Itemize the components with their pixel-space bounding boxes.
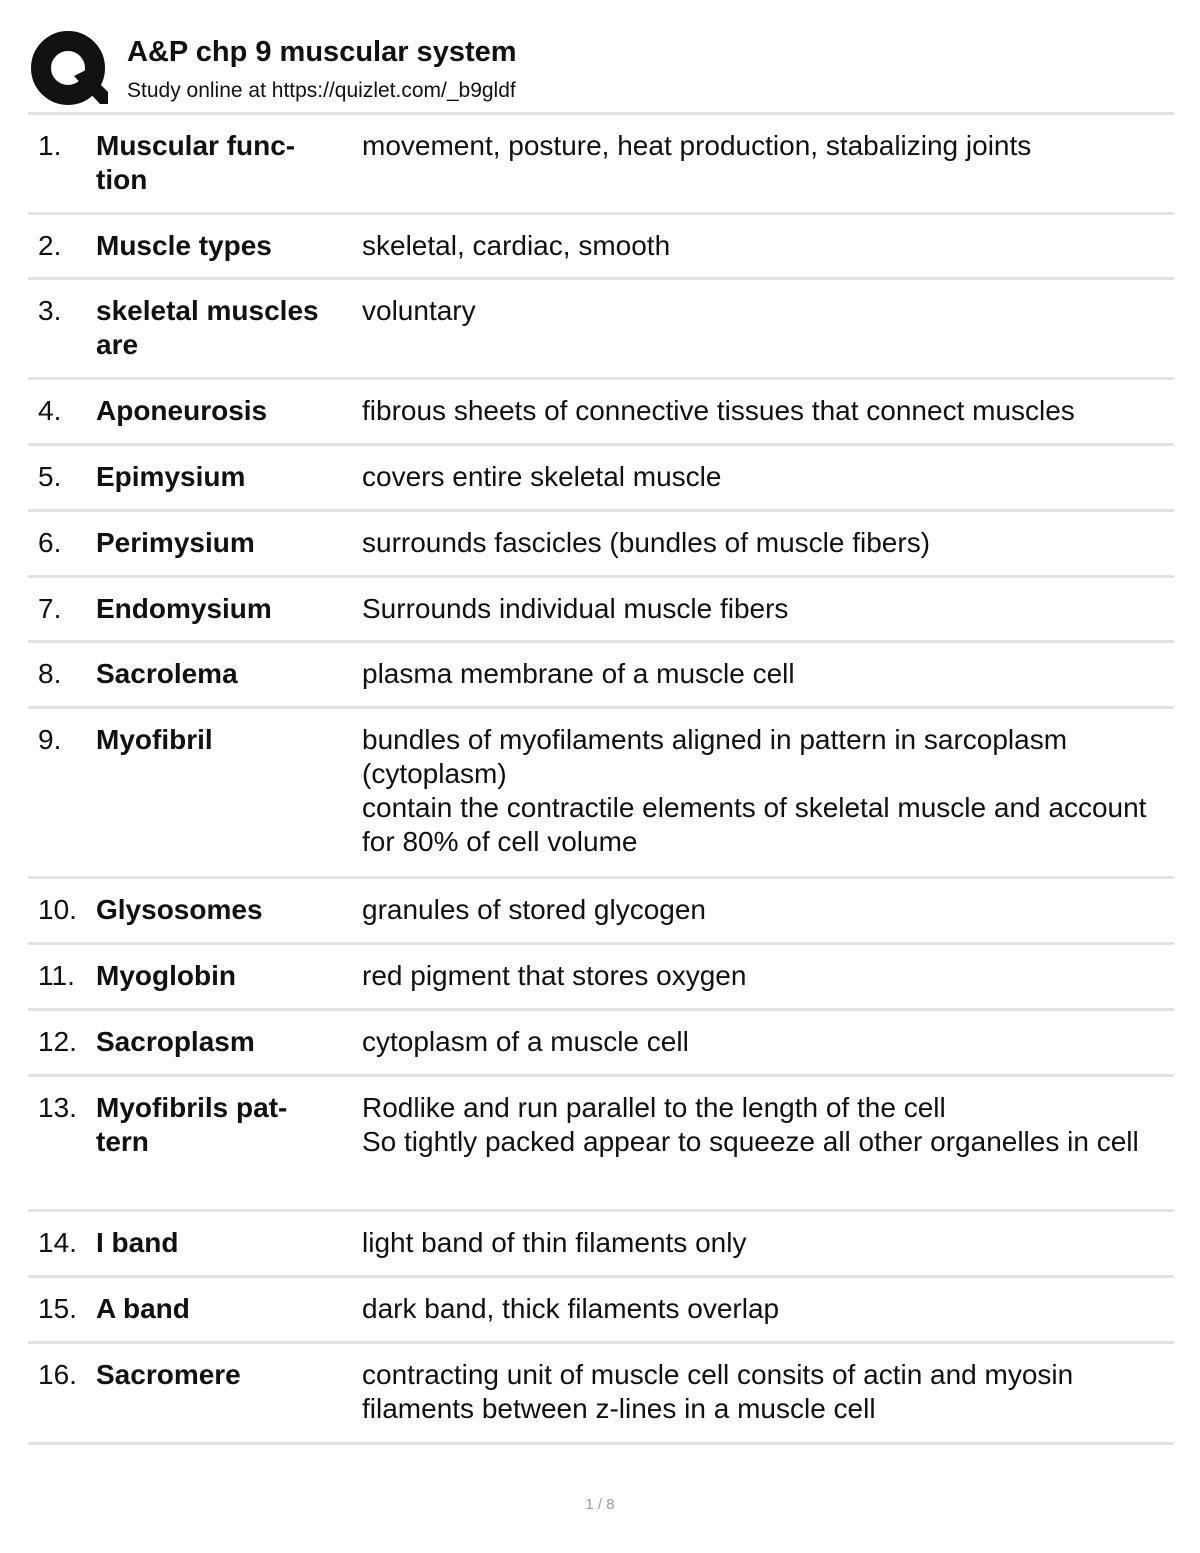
- row-number: 6.: [38, 527, 62, 558]
- term: Sacrolema: [96, 658, 238, 689]
- definition: granules of stored glycogen: [362, 894, 706, 925]
- table-row: [28, 1278, 1174, 1344]
- definition: dark band, thick filaments overlap: [362, 1293, 780, 1324]
- term: I band: [96, 1227, 179, 1258]
- term: Perimysium: [96, 527, 255, 558]
- definition: surrounds fascicles (bundles of muscle fibers): [362, 527, 931, 558]
- row-number: 16.: [38, 1359, 77, 1390]
- table-row: [28, 643, 1174, 709]
- table-row: [28, 945, 1174, 1011]
- row-number: 10.: [38, 894, 77, 925]
- term: Myofibril: [96, 724, 213, 755]
- row-number: 15.: [38, 1293, 77, 1324]
- term: Aponeurosis: [96, 395, 268, 426]
- table-row: [28, 1077, 1174, 1212]
- quizlet-logo-icon: [30, 30, 108, 108]
- definition: cytoplasm of a muscle cell: [362, 1026, 689, 1057]
- row-number: 7.: [38, 593, 62, 624]
- term: skeletal muscles are: [96, 295, 319, 360]
- row-number: 4.: [38, 395, 62, 426]
- table-row: [28, 1344, 1174, 1445]
- row-number: 3.: [38, 295, 62, 326]
- term: Glysosomes: [96, 894, 263, 925]
- term: Myoglobin: [96, 960, 236, 991]
- term: Muscular func- tion: [96, 130, 296, 195]
- term: Epimysium: [96, 461, 246, 492]
- table-row: [28, 446, 1174, 512]
- term: Sacroplasm: [96, 1026, 255, 1057]
- table-row: [28, 1212, 1174, 1278]
- table-row: [28, 879, 1174, 945]
- definition: bundles of myofilaments aligned in pattern in sarcoplasm (cytoplasm) contain the contractile elements of skeletal muscle and account for 80% of cell volume: [362, 724, 1147, 857]
- row-number: 13.: [38, 1092, 77, 1123]
- definition: red pigment that stores oxygen: [362, 960, 747, 991]
- term: Sacromere: [96, 1359, 241, 1390]
- definition: Rodlike and run parallel to the length of the cell So tightly packed appear to squeeze all other organelles in cell: [362, 1092, 1139, 1157]
- row-number: 9.: [38, 724, 62, 755]
- term: Myofibrils pat- tern: [96, 1092, 288, 1157]
- row-number: 12.: [38, 1026, 77, 1057]
- row-number: 5.: [38, 461, 62, 492]
- row-number: 8.: [38, 658, 62, 689]
- definition: skeletal, cardiac, smooth: [362, 230, 671, 261]
- definition: voluntary: [362, 295, 476, 326]
- table-row: [28, 512, 1174, 578]
- row-number: 2.: [38, 230, 62, 261]
- definition: covers entire skeletal muscle: [362, 461, 722, 492]
- term: Muscle types: [96, 230, 272, 261]
- definition: fibrous sheets of connective tissues that connect muscles: [362, 395, 1075, 426]
- row-number: 1.: [38, 130, 62, 161]
- table-row: [28, 215, 1174, 280]
- definition: light band of thin filaments only: [362, 1227, 747, 1258]
- definition: plasma membrane of a muscle cell: [362, 658, 795, 689]
- page-number: 1 / 8: [585, 1496, 615, 1513]
- table-row: [28, 1011, 1174, 1077]
- row-number: 11.: [38, 960, 75, 991]
- term: Endomysium: [96, 593, 272, 624]
- terms-table: [28, 112, 1174, 1445]
- row-number: 14.: [38, 1227, 77, 1258]
- table-row: [28, 280, 1174, 380]
- term: A band: [96, 1293, 190, 1324]
- table-row: [28, 380, 1174, 446]
- definition: Surrounds individual muscle fibers: [362, 593, 789, 624]
- table-row: [28, 709, 1174, 879]
- set-title: A&P chp 9 muscular system: [127, 36, 517, 68]
- page-header: [28, 26, 1178, 110]
- study-online-link[interactable]: Study online at https://quizlet.com/_b9gldf: [127, 79, 516, 102]
- definition: contracting unit of muscle cell consits of actin and myosin filaments between z-lines in a muscle cell: [362, 1359, 1074, 1424]
- table-row: [28, 115, 1174, 215]
- definition: movement, posture, heat production, stabalizing joints: [362, 130, 1032, 161]
- table-row: [28, 578, 1174, 643]
